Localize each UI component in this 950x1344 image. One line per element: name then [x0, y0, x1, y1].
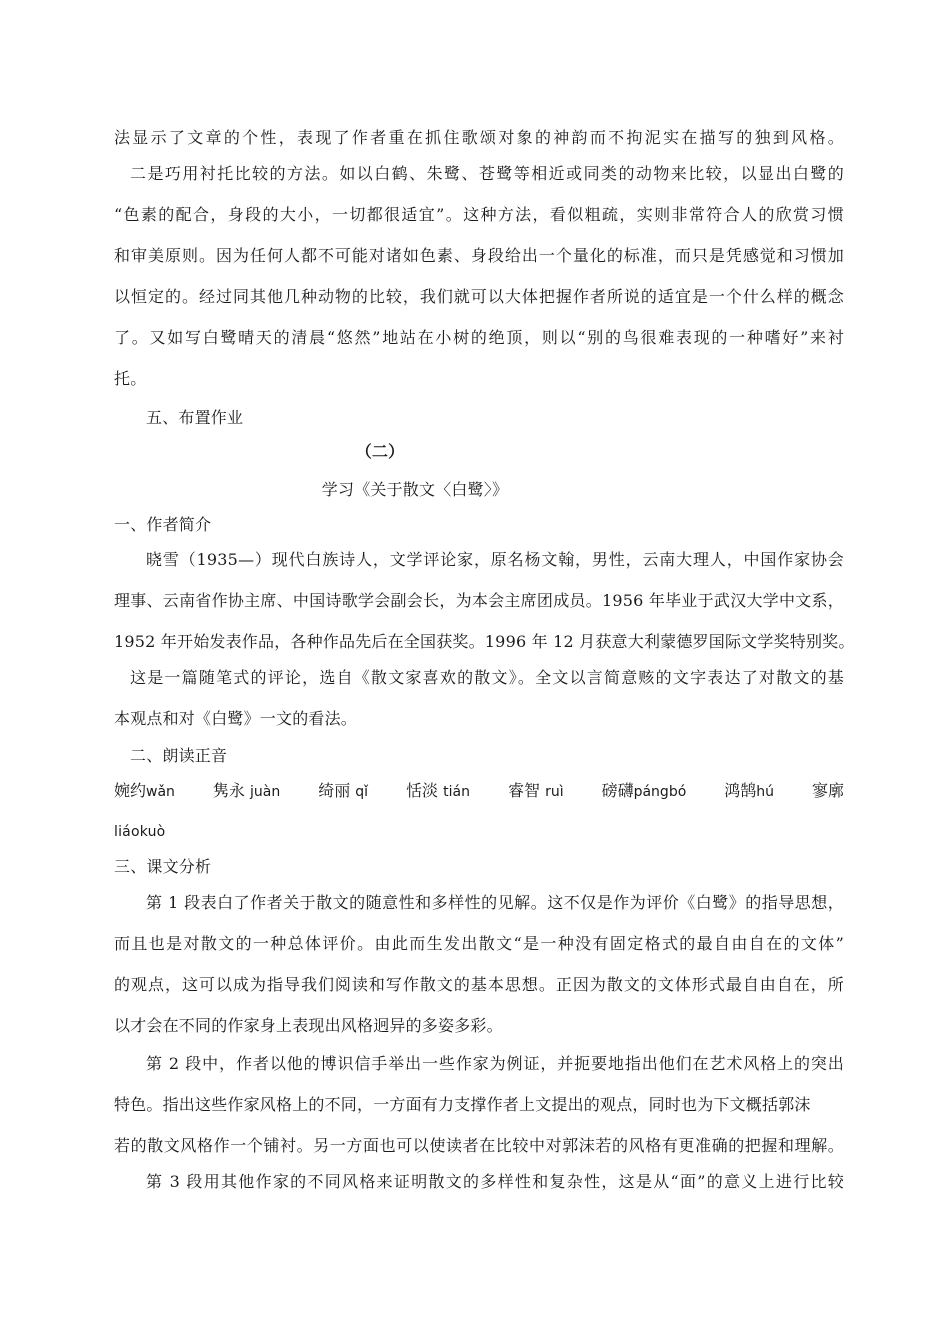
- paragraph-line: 第 3 段用其他作家的不同风格来证明散文的多样性和复杂性，这是从“面”的意义上进行比较: [146, 1172, 844, 1191]
- paragraph-line: 法显示了文章的个性，表现了作者重在抓住歌颂对象的神韵而不拘泥实在描写的独到风格。: [114, 128, 844, 147]
- paragraph-line: 这是一篇随笔式的评论，选自《散文家喜欢的散文》。全文以言简意赅的文字表达了对散文的基: [130, 668, 844, 687]
- pinyin-item: 寥廓: [811, 781, 844, 800]
- pinyin-item: 睿智 ruì: [507, 781, 564, 800]
- paragraph-line: 以恒定的。经过同其他几种动物的比较，我们就可以大体把握作者所说的适宜是一个什么样的概念: [114, 287, 844, 306]
- paragraph-line: 若的散文风格作一个铺衬。另一方面也可以使读者在比较中对郭沫若的风格有更准确的把握和理解。: [114, 1136, 844, 1155]
- pinyin-item: 鸿鹄hú: [724, 781, 775, 800]
- section-heading: 一、作者简介: [114, 515, 212, 534]
- paragraph-line: 第 2 段中，作者以他的博识信手举出一些作家为例证，并扼要地指出他们在艺术风格上的突出: [146, 1054, 844, 1073]
- section-heading: 二、朗读正音: [130, 746, 228, 765]
- section-heading: 三、课文分析: [114, 857, 212, 876]
- paragraph-line: 1952 年开始发表作品，各种作品先后在全国获奖。1996 年 12 月获意大利蒙德罗国际文学奖特别奖。: [114, 632, 855, 651]
- paragraph-line: 第 1 段表白了作者关于散文的随意性和多样性的见解。这不仅是作为评价《白鹭》的指导思想，: [146, 893, 844, 912]
- paragraph-line: 和审美原则。因为任何人都不可能对诸如色素、身段给出一个量化的标准，而只是凭感觉和习惯加: [114, 246, 844, 265]
- paragraph-line: 二是巧用衬托比较的方法。如以白鹤、朱鹭、苍鹭等相近或同类的动物来比较，以显出白鹭的: [130, 164, 844, 183]
- paragraph-line: 而且也是对散文的一种总体评价。由此而生发出散文“是一种没有固定格式的最自由自在的文体”: [114, 934, 844, 953]
- pinyin-continuation: liáokuò: [114, 824, 166, 840]
- pinyin-item: 磅礴pángbó: [601, 781, 687, 800]
- paragraph-line: 了。又如写白鹭晴天的清晨“悠然”地站在小树的绝顶，则以“别的鸟很难表现的一种嗜好”来衬: [114, 328, 844, 347]
- paragraph-line: 的观点，这可以成为指导我们阅读和写作散文的基本思想。正因为散文的文体形式最自由自在，所: [114, 975, 844, 994]
- paragraph-line: 晓雪（1935—）现代白族诗人，文学评论家，原名杨文翰，男性，云南大理人，中国作家协会: [146, 550, 844, 569]
- section-heading: 五、布置作业: [146, 408, 244, 427]
- paragraph-line: 托。: [114, 369, 147, 388]
- paragraph-line: 本观点和对《白鹭》一文的看法。: [114, 709, 358, 728]
- pinyin-item: 隽永 juàn: [212, 781, 281, 800]
- pinyin-item: 恬淡 tián: [406, 781, 470, 800]
- pinyin-item: 婉约wǎn: [114, 781, 175, 800]
- paragraph-line: “色素的配合，身段的大小，一切都很适宜”。这种方法，看似粗疏，实则非常符合人的欣赏习惯: [114, 205, 844, 224]
- pinyin-list: [114, 780, 844, 803]
- paragraph-line: 特色。指出这些作家风格上的不同，一方面有力支撑作者上文提出的观点，同时也为下文概括郭沫: [114, 1095, 811, 1114]
- pinyin-item: 绮丽 qǐ: [318, 781, 369, 800]
- part-title: 学习《关于散文〈白鹭〉》: [321, 480, 509, 499]
- paragraph-line: 理事、云南省作协主席、中国诗歌学会副会长，为本会主席团成员。1956 年毕业于武汉大学中文系，: [114, 591, 844, 610]
- paragraph-line: 以才会在不同的作家身上表现出风格迥异的多姿多彩。: [114, 1016, 503, 1035]
- part-number: （二）: [355, 442, 405, 461]
